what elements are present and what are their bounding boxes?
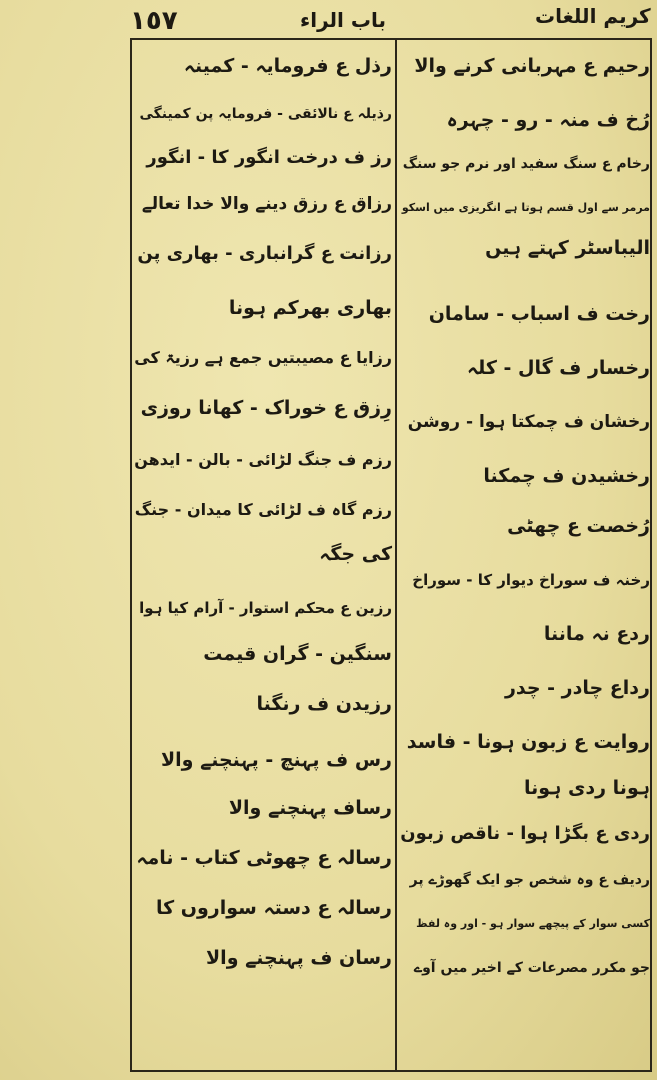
column-divider bbox=[395, 38, 397, 1072]
entry-line: رُخ ف منہ - رو - چہرہ bbox=[446, 109, 650, 131]
entry-line: رِزق ع خوراک - کھانا روزی bbox=[140, 397, 392, 419]
entry-line: رسان ف پہنچنے والا bbox=[206, 947, 392, 969]
entry-line: کی جگہ bbox=[319, 543, 392, 565]
entry-line: رخشیدن ف چمکنا bbox=[483, 465, 650, 487]
entry-line: رسالہ ع چھوٹی کتاب - نامہ bbox=[136, 847, 392, 869]
entry-line: رداع چادر - چدر bbox=[504, 677, 650, 699]
entry-line: رخنہ ف سوراخ دیوار کا - سوراخ bbox=[412, 571, 650, 589]
entry-line: رحیم ع مہربانی کرنے والا bbox=[414, 55, 650, 77]
entry-line: رس ف پہنچ - پہنچنے والا bbox=[161, 749, 392, 771]
entry-line: رخشان ف چمکتا ہوا - روشن bbox=[407, 412, 650, 432]
entry-line: سنگین - گران قیمت bbox=[203, 643, 392, 665]
entry-line: بھاری بھرکم ہونا bbox=[228, 297, 392, 319]
entry-line: رزانت ع گرانباری - بھاری پن bbox=[137, 243, 392, 264]
entry-line: ردع نہ ماننا bbox=[543, 623, 650, 645]
entry-line: رزم ف جنگ لڑائی - بالن - ایدھن bbox=[134, 450, 392, 469]
book-title: کریم اللغات bbox=[535, 4, 651, 28]
entry-line: رُخصت ع چھٹی bbox=[507, 515, 650, 537]
entry-line: رذیلہ ع نالائقی - فرومایہ پن کمینگی bbox=[139, 106, 392, 122]
entry-line: رساف پہنچنے والا bbox=[228, 797, 392, 819]
entry-line: کسی سوار کے پیچھے سوار ہو - اور وہ لفظ bbox=[416, 917, 650, 930]
entry-line: الیباسٹر کہتے ہیں bbox=[485, 237, 650, 259]
entry-line: مرمر سے اول قسم ہوتا ہے انگریزی میں اسکو bbox=[401, 201, 650, 214]
entry-line: ردیف ع وہ شخص جو ایک گھوڑے پر bbox=[409, 872, 650, 888]
page-number: ١٥٧ bbox=[130, 6, 178, 36]
entry-line: رزایا ع مصیبتیں جمع ہے رزیۃ کی bbox=[134, 348, 392, 367]
entry-line: جو مکرر مصرعات کے اخیر میں آوے bbox=[413, 960, 650, 976]
entry-line: رخسار ف گال - کلہ bbox=[466, 357, 650, 379]
entry-line: رخام ع سنگ سفید اور نرم جو سنگ bbox=[402, 156, 650, 172]
page-header bbox=[0, 0, 657, 40]
entry-line: ردی ع بگڑا ہوا - ناقص زبون bbox=[400, 823, 650, 844]
entry-line: رزم گاہ ف لڑائی کا میدان - جنگ bbox=[134, 500, 392, 519]
chapter-title: باب الراء bbox=[300, 8, 386, 32]
entry-line: رزیدن ف رنگنا bbox=[256, 693, 392, 715]
entry-line: رزین ع محکم استوار - آرام کیا ہوا bbox=[139, 599, 392, 617]
entry-line: رزاق ع رزق دینے والا خدا تعالے bbox=[141, 194, 392, 214]
entry-line: ہونا ردی ہونا bbox=[524, 777, 650, 799]
entry-line: رذل ع فرومایہ - کمینہ bbox=[183, 55, 392, 77]
entry-line: رسالہ ع دستہ سواروں کا bbox=[155, 897, 392, 919]
entry-line: رخت ف اسباب - سامان bbox=[428, 303, 650, 325]
entry-line: روایت ع زبون ہونا - فاسد bbox=[406, 731, 650, 753]
entry-line: رز ف درخت انگور کا - انگور bbox=[146, 147, 392, 168]
